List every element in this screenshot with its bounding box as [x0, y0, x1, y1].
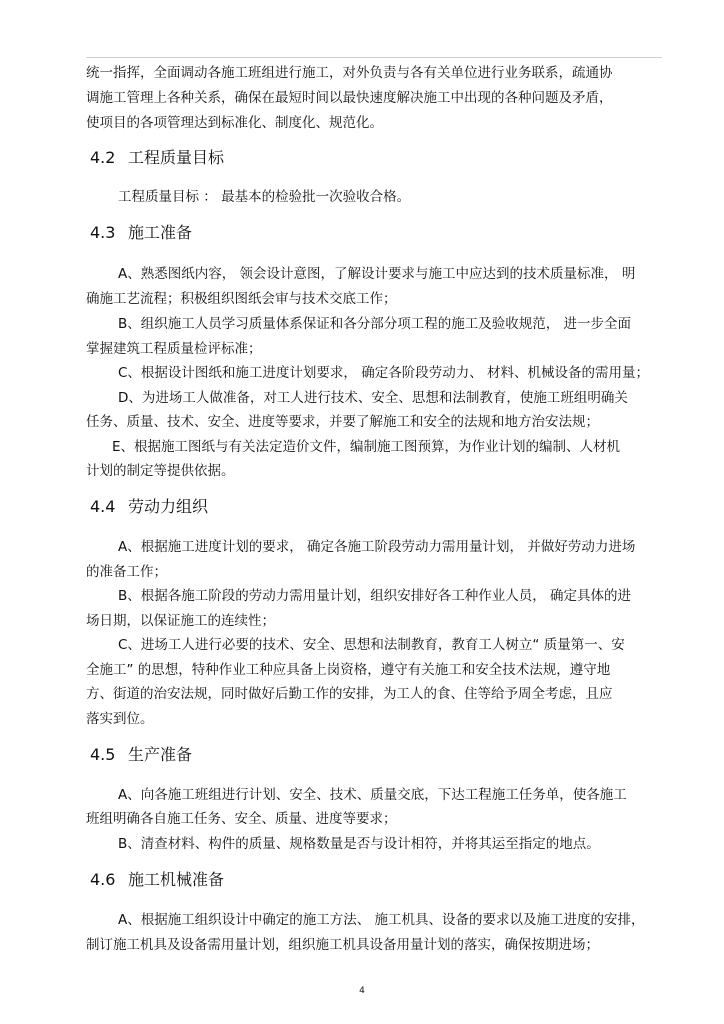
paragraph-line: A、根据施工进度计划的要求， 确定各施工阶段劳动力需用量计划， 并做好劳动力进场 [118, 539, 636, 555]
paragraph-line: 掌握建筑工程质量检评标准； [86, 341, 262, 357]
section-heading-4-5 [90, 745, 192, 765]
section-number: 4.5 [90, 745, 116, 764]
section-number: 4.6 [90, 870, 116, 889]
paragraph-line: 计划的制定等提供依据。 [86, 463, 235, 479]
section-title: 劳动力组织 [128, 497, 209, 516]
paragraph-line: D、为进场工人做准备，对工人进行技术、安全、思想和法制教育，使施工班组明确关 [118, 390, 628, 406]
paragraph-line: A、向各施工班组进行计划、安全、技术、质量交底，下达工程施工任务单，使各施工 [118, 787, 627, 803]
header-rule [86, 57, 662, 58]
paragraph-line: 调施工管理上各种关系，确保在最短时间以最快速度解决施工中出现的各种问题及矛盾， [86, 90, 613, 106]
section-number: 4.2 [90, 148, 116, 167]
paragraph-line: A、熟悉图纸内容， 领会设计意图，了解设计要求与施工中应达到的技术质量标准， 明 [118, 266, 636, 282]
paragraph-line: 制订施工机具及设备需用量计划，组织施工机具设备用量计划的落实，确保按期进场； [86, 937, 599, 953]
paragraph-line: C、根据设计图纸和施工进度计划要求， 确定各阶段劳动力、 材料、机械设备的需用量； [118, 365, 650, 381]
paragraph-line: B、清查材料、构件的质量、规格数量是否与设计相符，并将其运至指定的地点。 [118, 836, 600, 852]
paragraph-line: B、根据各施工阶段的劳动力需用量计划，组织安排好各工种作业人员， 确定具体的进 [118, 588, 632, 604]
section-heading-4-3 [90, 223, 192, 243]
paragraph-line: E、根据施工图纸与有关法定造价文件，编制施工图预算，为作业计划的编制、人材机 [112, 439, 621, 455]
section-title: 施工准备 [128, 223, 193, 242]
paragraph-line: 使项目的各项管理达到标准化、制度化、规范化。 [86, 115, 383, 131]
paragraph-line: 任务、质量、技术、安全、进度等要求，并要了解施工和安全的法规和地方治安法规； [86, 414, 599, 430]
paragraph-line: 的准备工作； [86, 564, 167, 580]
section-title: 施工机械准备 [128, 870, 225, 889]
section-heading-4-6 [90, 870, 224, 890]
paragraph-line: 班组明确各自施工任务、安全、质量、进度等要求； [86, 811, 397, 827]
paragraph-line: 落实到位。 [86, 711, 154, 727]
page-number: 4 [359, 986, 365, 996]
section-number: 4.3 [90, 223, 116, 242]
section-heading-4-4 [90, 497, 208, 517]
section-number: 4.4 [90, 497, 116, 516]
paragraph-line: 方、街道的治安法规，同时做好后勤工作的安排，为工人的食、住等给予周全考虑，且应 [86, 686, 613, 702]
paragraph-line: 场日期，以保证施工的连续性； [86, 613, 275, 629]
section-title: 工程质量目标 [128, 148, 225, 167]
paragraph-line: 确施工艺流程；积极组织图纸会审与技术交底工作； [86, 291, 397, 307]
paragraph-line: A、根据施工组织设计中确定的施工方法、 施工机具、设备的要求以及施工进度的安排， [118, 912, 645, 928]
section-heading-4-2 [90, 148, 224, 168]
paragraph-line: 工程质量目标 ： 最基本的检验批一次验收合格。 [118, 189, 411, 205]
paragraph-line: 统一指挥，全面调动各施工班组进行施工，对外负责与各有关单位进行业务联系，疏通协 [86, 65, 613, 81]
paragraph-line: 全施工” 的思想，特种作业工种应具备上岗资格，遵守有关施工和安全技术法规，遵守地 [86, 662, 611, 678]
section-title: 生产准备 [128, 745, 193, 764]
paragraph-line: B、组织施工人员学习质量体系保证和各分部分项工程的施工及验收规范， 进一步全面 [118, 316, 632, 332]
paragraph-line: C、进场工人进行必要的技术、安全、思想和法制教育，教育工人树立“ 质量第一、安 [118, 637, 625, 653]
